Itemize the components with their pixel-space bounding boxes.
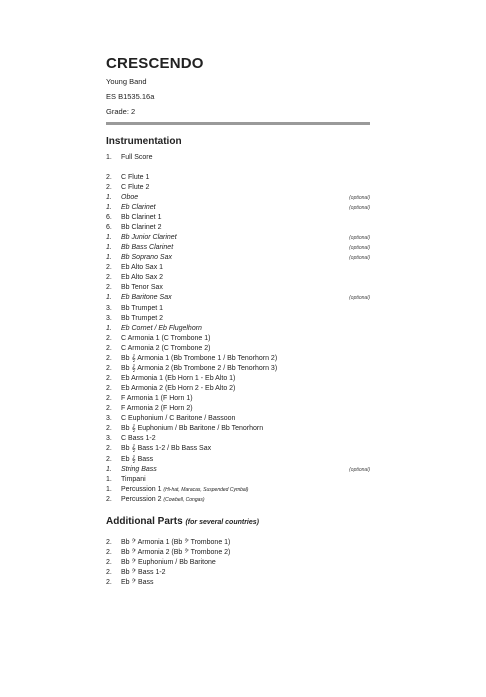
part-count: 3. xyxy=(106,435,112,442)
list-item xyxy=(106,384,370,394)
optional-tag: (optional) xyxy=(349,245,370,251)
part-name: Full Score xyxy=(121,154,153,161)
part-count: 2. xyxy=(106,549,112,556)
part-count: 2. xyxy=(106,456,112,463)
list-item xyxy=(106,173,370,183)
part-name: Eb Baritone Sax xyxy=(121,294,172,301)
part-count: 1. xyxy=(106,154,112,161)
part-count: 1. xyxy=(106,294,112,301)
catalog-code: ES B1535.16a xyxy=(106,92,155,101)
list-item xyxy=(106,558,370,568)
divider xyxy=(106,122,370,125)
part-count: 1. xyxy=(106,254,112,261)
part-count: 1. xyxy=(106,204,112,211)
part-count: 3. xyxy=(106,305,112,312)
part-count: 1. xyxy=(106,244,112,251)
part-name: Bb Soprano Sax xyxy=(121,254,172,261)
part-count: 2. xyxy=(106,385,112,392)
list-item xyxy=(106,394,370,404)
list-item xyxy=(106,273,370,283)
list-item xyxy=(106,495,370,505)
list-item xyxy=(106,475,370,485)
part-count: 6. xyxy=(106,224,112,231)
part-count: 1. xyxy=(106,476,112,483)
part-count: 2. xyxy=(106,355,112,362)
part-name: Bb 𝄞 Euphonium / Bb Baritone / Bb Tenorhorn xyxy=(121,425,264,432)
list-item xyxy=(106,304,370,314)
part-note: (Cowbell, Congas) xyxy=(163,497,205,503)
part-count: 2. xyxy=(106,395,112,402)
part-name: Eb Alto Sax 2 xyxy=(121,274,164,281)
part-name: Bb Trumpet 1 xyxy=(121,305,164,312)
subtitle: Young Band xyxy=(106,77,147,86)
page-title: CRESCENDO xyxy=(106,55,204,72)
list-item xyxy=(106,568,370,578)
list-item xyxy=(106,354,370,364)
list-item xyxy=(106,485,370,495)
additional-heading-label: Additional Parts xyxy=(106,516,183,527)
list-item xyxy=(106,414,370,424)
list-item xyxy=(106,465,370,475)
part-name: Bb 𝄞 Armonia 2 (Bb Trombone 2 / Bb Tenorhorn 3) xyxy=(121,365,278,372)
part-count: 1. xyxy=(106,466,112,473)
part-name: Eb Alto Sax 1 xyxy=(121,264,164,271)
part-name: Eb Armonia 1 (Eb Horn 1 - Eb Alto 1) xyxy=(121,375,236,382)
list-item xyxy=(106,374,370,384)
part-name: Eb Clarinet xyxy=(121,204,156,211)
list-item xyxy=(106,324,370,334)
list-item xyxy=(106,153,370,163)
list-item xyxy=(106,193,370,203)
list-item xyxy=(106,344,370,354)
list-item xyxy=(106,203,370,213)
part-count: 1. xyxy=(106,194,112,201)
part-name: F Armonia 1 (F Horn 1) xyxy=(121,395,193,402)
part-count: 2. xyxy=(106,405,112,412)
part-name: C Flute 1 xyxy=(121,174,150,181)
part-name: C Euphonium / C Baritone / Bassoon xyxy=(121,415,236,422)
part-count: 1. xyxy=(106,234,112,241)
list-item xyxy=(106,253,370,263)
additional-heading xyxy=(106,516,259,527)
list-item xyxy=(106,578,370,588)
list-item xyxy=(106,455,370,465)
part-count: 2. xyxy=(106,496,112,503)
list-item xyxy=(106,364,370,374)
part-count: 1. xyxy=(106,486,112,493)
part-count: 2. xyxy=(106,365,112,372)
optional-tag: (optional) xyxy=(349,235,370,241)
part-name: Bb 𝄢 Euphonium / Bb Baritone xyxy=(121,559,216,566)
list-item xyxy=(106,183,370,193)
part-name: Eb Cornet / Eb Flugelhorn xyxy=(121,325,202,332)
part-name: Bb Clarinet 2 xyxy=(121,224,162,231)
part-count: 6. xyxy=(106,214,112,221)
part-name: Bb Clarinet 1 xyxy=(121,214,162,221)
part-name: Bb Junior Clarinet xyxy=(121,234,177,241)
part-count: 2. xyxy=(106,559,112,566)
list-item xyxy=(106,263,370,273)
part-name: C Bass 1-2 xyxy=(121,435,156,442)
part-name: String Bass xyxy=(121,466,157,473)
part-name: F Armonia 2 (F Horn 2) xyxy=(121,405,193,412)
optional-tag: (optional) xyxy=(349,295,370,301)
part-count: 2. xyxy=(106,569,112,576)
optional-tag: (optional) xyxy=(349,195,370,201)
list-item xyxy=(106,314,370,324)
list-item xyxy=(106,404,370,414)
part-count: 2. xyxy=(106,539,112,546)
part-count: 2. xyxy=(106,284,112,291)
part-count: 2. xyxy=(106,425,112,432)
part-count: 2. xyxy=(106,375,112,382)
part-name: Oboe xyxy=(121,194,139,201)
part-count: 2. xyxy=(106,345,112,352)
part-name: Bb Tenor Sax xyxy=(121,284,163,291)
list-item xyxy=(106,434,370,444)
part-note: (Hi-hat, Maracas, Suspended Cymbal) xyxy=(163,487,249,493)
part-name: C Flute 2 xyxy=(121,184,150,191)
grade: Grade: 2 xyxy=(106,107,136,116)
part-name: Bb 𝄢 Armonia 2 (Bb 𝄢 Trombone 2) xyxy=(121,549,231,556)
list-item xyxy=(106,548,370,558)
part-name: C Armonia 1 (C Trombone 1) xyxy=(121,335,211,342)
part-name: Bb 𝄞 Bass 1-2 / Bb Bass Sax xyxy=(121,445,212,452)
part-name: Eb 𝄢 Bass xyxy=(121,579,154,586)
list-item xyxy=(106,538,370,548)
list-item xyxy=(106,243,370,253)
part-name: Bb Bass Clarinet xyxy=(121,244,174,251)
part-count: 1. xyxy=(106,325,112,332)
list-item xyxy=(106,213,370,223)
additional-heading-sub: (for several countries) xyxy=(185,519,259,526)
part-name: Eb 𝄞 Bass xyxy=(121,456,154,463)
list-item xyxy=(106,293,370,303)
optional-tag: (optional) xyxy=(349,467,370,473)
part-name xyxy=(121,485,248,495)
part-count: 2. xyxy=(106,579,112,586)
part-name: Bb 𝄢 Armonia 1 (Bb 𝄢 Trombone 1) xyxy=(121,539,231,546)
instrumentation-heading: Instrumentation xyxy=(106,136,182,147)
part-name: C Armonia 2 (C Trombone 2) xyxy=(121,345,211,352)
part-count: 2. xyxy=(106,445,112,452)
list-item xyxy=(106,424,370,434)
list-item xyxy=(106,334,370,344)
part-name: Bb Trumpet 2 xyxy=(121,315,164,322)
part-name-label: Percussion 1 xyxy=(121,486,164,493)
part-name-label: Percussion 2 xyxy=(121,496,164,503)
part-name: Bb 𝄢 Bass 1-2 xyxy=(121,569,166,576)
part-count: 3. xyxy=(106,315,112,322)
part-count: 2. xyxy=(106,274,112,281)
optional-tag: (optional) xyxy=(349,255,370,261)
part-count: 2. xyxy=(106,184,112,191)
part-name: Timpani xyxy=(121,476,146,483)
list-item xyxy=(106,233,370,243)
list-item xyxy=(106,223,370,233)
part-count: 2. xyxy=(106,264,112,271)
part-count: 2. xyxy=(106,335,112,342)
part-name: Eb Armonia 2 (Eb Horn 2 - Eb Alto 2) xyxy=(121,385,236,392)
part-name: Bb 𝄞 Armonia 1 (Bb Trombone 1 / Bb Tenorhorn 2) xyxy=(121,355,278,362)
part-count: 3. xyxy=(106,415,112,422)
list-item xyxy=(106,283,370,293)
part-count: 2. xyxy=(106,174,112,181)
part-name xyxy=(121,495,205,505)
optional-tag: (optional) xyxy=(349,205,370,211)
list-item xyxy=(106,444,370,454)
